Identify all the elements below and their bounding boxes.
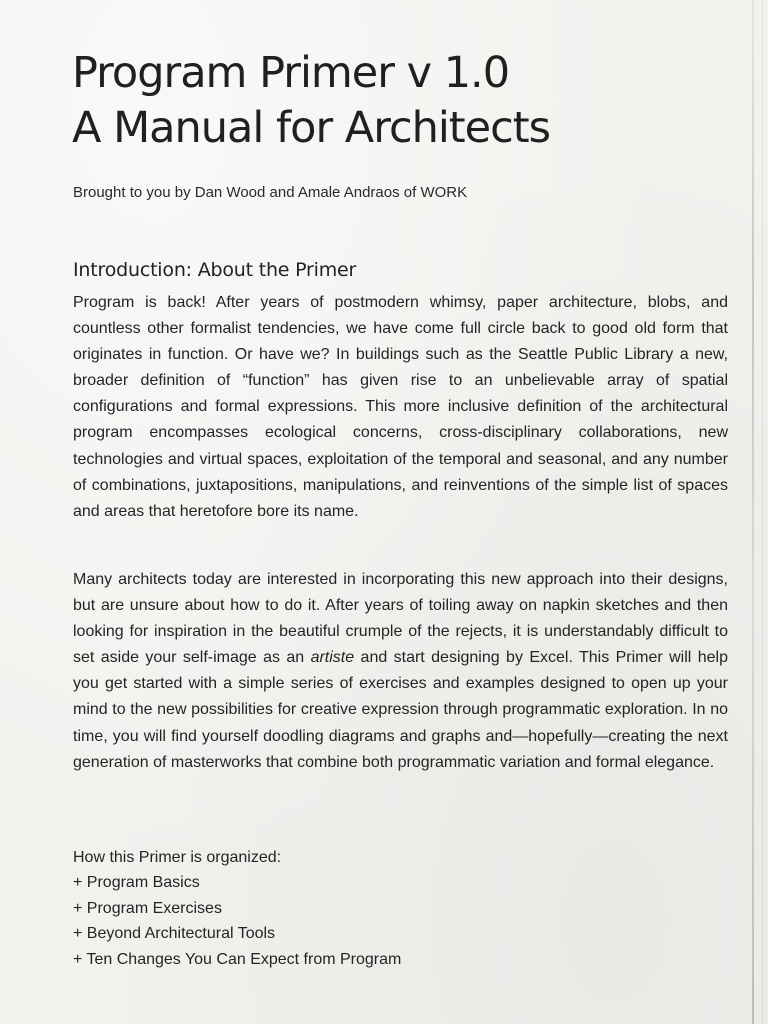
section-heading: Introduction: About the Primer <box>73 259 357 281</box>
scan-edge-line <box>762 0 763 1024</box>
title-line-2: A Manual for Architects <box>72 103 551 153</box>
byline: Brought to you by Dan Wood and Amale Andraos of WORK <box>73 184 468 201</box>
paragraph-1: Program is back! After years of postmodern whimsy, paper architecture, blobs, and countless other formalist tendencies, we have come full circle back to good old form that originates in function. Or have we? In buildings such as the Seattle Public Library a new, broader definition of “function” has given rise to an unbelievable array of spatial configurations and formal expressions. This more inclusive definition of the architectural program encompasses ecological concerns, cross-disciplinary collaborations, new technologies and virtual spaces, exploitation of the temporal and seasonal, and any number of combinations, juxtapositions, manipulations, and reinventions of the simple list of spaces and areas that heretofore bore its name. <box>73 294 728 520</box>
list-heading: How this Primer is organized: <box>73 849 282 866</box>
list-item: + Ten Changes You Can Expect from Program <box>73 950 402 968</box>
paragraph-2-italic: artiste <box>310 649 355 667</box>
list-item: + Program Basics <box>73 874 200 892</box>
list-item: + Beyond Architectural Tools <box>73 925 276 943</box>
paragraph-2 <box>73 567 728 776</box>
scan-edge-shadow <box>752 0 754 1024</box>
organization-list <box>73 845 401 972</box>
list-item: + Program Exercises <box>73 899 222 917</box>
title-line-1: Program Primer v 1.0 <box>72 48 510 98</box>
paragraph-2-text-a: Many architects today are interested in incorporating this new approach into their designs, but are unsure about how to do it. After years of toiling away on napkin sketches and then looking for inspiration in the beautiful crumple of the rejects, it is understandably difficult to set aside your self-image as an <box>73 571 728 667</box>
paragraph-2-text-b: and start designing by Excel. This Primer will help you get started with a simple series of exercises and examples designed to open up your mind to the new possibilities for creative expression through programmatic exploration. In no time, you will find yourself doodling diagrams and graphs and—hopefully—creating the next generation of masterworks that combine both programmatic variation and formal elegance. <box>73 649 728 771</box>
document-title <box>72 46 550 156</box>
